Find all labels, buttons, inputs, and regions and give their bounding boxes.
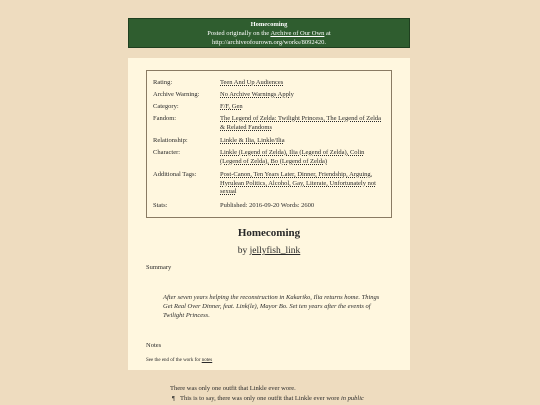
summary-heading: Summary (146, 264, 172, 271)
rating-label: Rating: (153, 79, 173, 86)
summary-text: After seven years helping the reconstruction in Kakariko, Ilia returns home. Things Get Real Over Dinner, feat. Link(le), Mayor Bo. Set ten years after the events of Twilight Princess. (163, 294, 380, 319)
additional-tags[interactable]: Post-Canon, Ten Years Later, Dinner, Friendship, Arguing, Hyrulean Politics, Alcohol, Gay, Literate, Unfortunately not sexual (220, 171, 376, 195)
banner-posted-line (129, 29, 409, 38)
archive-link[interactable]: Archive of Our Own (270, 30, 325, 37)
fandom-label: Fandom: (153, 115, 177, 122)
notes-text-prefix: See the end of the work for (146, 358, 202, 363)
story-line-1: There was only one outfit that Linkle ever wore. (170, 385, 296, 392)
work-page (128, 58, 410, 370)
character-label: Character: (153, 149, 181, 156)
author-link[interactable]: jellyfish_link (249, 246, 301, 256)
fandom-tags[interactable]: The Legend of Zelda: Twilight Princess, The Legend of Zelda & Related Fandoms (220, 115, 382, 131)
work-metadata-box (146, 70, 392, 218)
stats-value: Published: 2016-09-20 Words: 2600 (220, 202, 315, 209)
story-line-2-text: This is to say, there was only one outfit that Linkle ever wore (180, 395, 341, 402)
stats-label: Stats: (153, 202, 168, 209)
story-line-2-emphasis: in public (340, 395, 364, 402)
relationship-label: Relationship: (153, 137, 188, 144)
category-tag[interactable]: F/F, Gen (220, 103, 243, 110)
warning-label: Archive Warning: (153, 91, 200, 98)
banner-url[interactable]: http://archiveofourown.org/works/8092420. (212, 39, 326, 46)
additional-tags-label: Additional Tags: (153, 171, 197, 178)
banner-posted-prefix: Posted originally on the (207, 30, 271, 37)
rating-tag[interactable]: Teen And Up Audiences (220, 79, 284, 86)
byline-prefix: by (237, 246, 250, 256)
story-line-2 (180, 394, 364, 403)
banner-title: Homecoming (250, 21, 288, 28)
story-pilcrow: ¶ (172, 395, 175, 402)
notes-text (146, 358, 212, 363)
relationship-tags[interactable]: Linkle & Ilia, Linkle/Ilia (220, 137, 285, 144)
warning-tag[interactable]: No Archive Warnings Apply (220, 91, 294, 98)
notes-heading: Notes (146, 342, 162, 349)
work-header-banner (128, 18, 410, 48)
byline (128, 246, 410, 256)
character-tags[interactable]: Linkle (Legend of Zelda), Ilia (Legend of Zelda), Colin (Legend of Zelda), Bo (Legend of Zelda) (220, 149, 365, 165)
work-title: Homecoming (237, 227, 301, 239)
category-label: Category: (153, 103, 179, 110)
notes-link[interactable]: notes (201, 358, 213, 363)
banner-posted-suffix: at (324, 30, 331, 37)
